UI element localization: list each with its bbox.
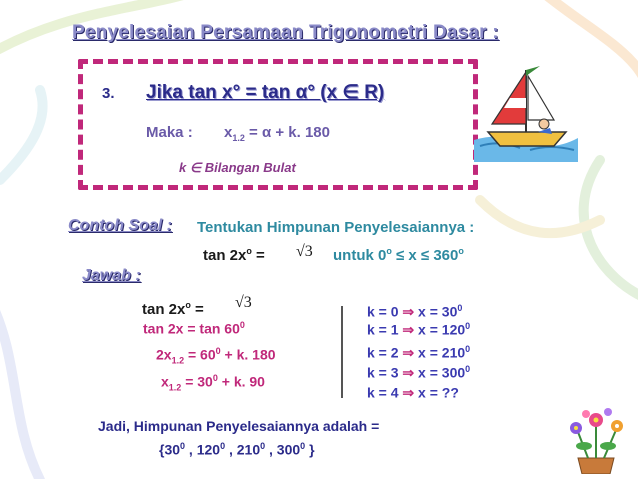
- k-row-1: k = 1 ⇒ $x = 120^0$: [367, 321, 471, 338]
- k-row-4: k = 4 ⇒ x = ??: [367, 384, 459, 401]
- step-2: $\tan 2x = \tan 60^0$: [143, 320, 245, 337]
- k-row-2: k = 2 ⇒ $x = 210^0$: [367, 344, 471, 361]
- flower-pot-clipart: [560, 402, 632, 474]
- example-label: Contoh Soal :: [68, 217, 172, 234]
- k-row-0: k = 0 ⇒ $x = 30^0$: [367, 303, 463, 320]
- step-3: $2x_{1.2} = 60^0 + k$. 180: [156, 346, 276, 366]
- step-1: $\tan 2x^o$ =: [142, 300, 204, 318]
- maka-label: Maka :: [146, 124, 193, 141]
- example-equation: $\tan 2x^o$ =: [203, 246, 265, 264]
- example-question: Tentukan Himpunan Penyelesaiannya :: [197, 219, 475, 236]
- rule-number: 3.: [102, 85, 115, 102]
- k-row-3: k = 3 ⇒ $x = 300^0$: [367, 364, 471, 381]
- divider-line: [341, 306, 343, 398]
- general-solution-formula: $x_{1.2} = \alpha + k$. 180: [224, 124, 330, 143]
- sqrt3-value: √3: [296, 243, 313, 260]
- domain-range: untuk $0^o \le x \le 360^o$: [333, 246, 464, 264]
- answer-label: Jawab :: [82, 267, 141, 284]
- step-1-sqrt3: √3: [235, 294, 252, 311]
- step-4: $x_{1.2} = 30^0 + k$. 90: [161, 373, 265, 393]
- solution-set: {$30^0$ , $120^0$ , $210^0$ , $300^0$ }: [159, 441, 315, 458]
- rule-heading: Jika tan x° = tan α° (x ∈ R): [146, 82, 385, 103]
- integer-note: k ∈ Bilangan Bulat: [179, 160, 296, 175]
- conclusion-text: Jadi, Himpunan Penyelesaiannya adalah =: [98, 418, 380, 434]
- sailboat-clipart: [470, 62, 582, 162]
- page-title: Penyelesaian Persamaan Trigonometri Dasar :: [72, 22, 499, 43]
